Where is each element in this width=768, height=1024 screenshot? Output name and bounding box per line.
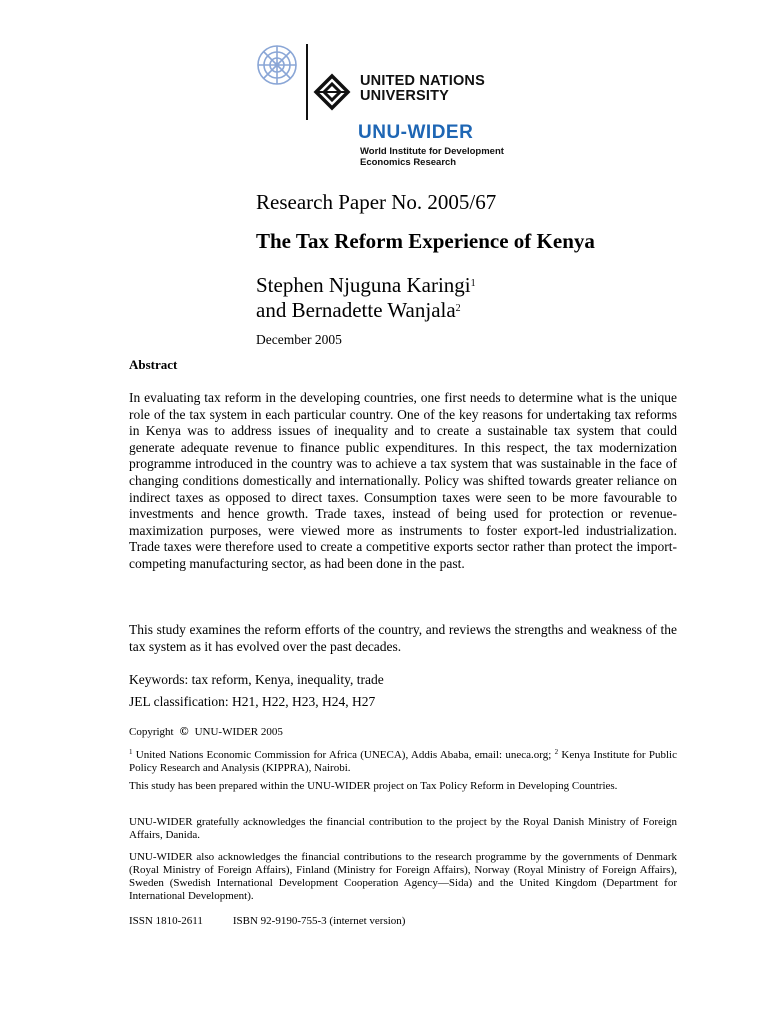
author-2-mark: 2 — [455, 303, 461, 314]
institute-short-name: UNU-WIDER — [358, 122, 474, 143]
copyright-symbol: © — [179, 724, 189, 738]
author-1-name: Stephen Njuguna Karingi — [256, 273, 471, 297]
issn: ISSN 1810-2611 — [129, 915, 203, 927]
abstract-paragraph-1: In evaluating tax reform in the developing countries, one first needs to determine what is the unique role of the tax system in each particular country. One of the key reasons for undertaking tax reforms in Kenya was to address issues of inequality and to create a sustainable tax system that could generate adequate revenue to finance public expenditures. In this respect, the tax modernization programme introduced in the country was to achieve a tax system that was sustainable in the face of changing conditions domestically and internationally. Policy was shifted towards greater reliance on indirect taxes as opposed to direct taxes. Consumption taxes were seen to be more favourable to investments and hence growth. Trade taxes, instead of being used for protection or revenue-maximization purposes, were viewed more as instruments to foster export-led industrialization. Trade taxes were therefore used to create a competitive exports sector rather than protect the import-competing manufacturing sector, as had been done in the past. — [129, 390, 677, 571]
un-emblem-icon — [256, 44, 298, 86]
acknowledgement-1: UNU-WIDER gratefully acknowledges the financial contribution to the project by the Royal Danish Ministry of Foreign Affairs, Danida. — [129, 816, 677, 841]
institute-full-name — [360, 146, 504, 168]
author-affiliations-footnote — [129, 746, 677, 775]
abstract-paragraph-2: This study examines the reform efforts of the country, and reviews the strengths and weakness of the tax system as it has evolved over the past decades. — [129, 622, 677, 654]
author-1-mark: 1 — [470, 278, 476, 289]
copyright-line — [129, 725, 677, 739]
logo-divider — [306, 44, 308, 120]
footnote-text-2: Kenya Institute for Public Policy Research and Analysis (KIPPRA), Nairobi. — [129, 749, 677, 774]
isbn: ISBN 92-9190-755-3 (internet version) — [232, 915, 406, 927]
issn-isbn-line — [129, 915, 677, 928]
footnote-text-1: United Nations Economic Commission for Africa (UNECA), Addis Ababa, email: uneca.org; — [132, 749, 555, 761]
copyright-holder: UNU-WIDER 2005 — [194, 726, 283, 738]
institute-line2: Economics Research — [360, 157, 457, 168]
acknowledgement-2: UNU-WIDER also acknowledges the financial contributions to the research programme by the governments of Denmark (Royal Ministry of Foreign Affairs), Finland (Ministry for Foreign Affairs), Norway (Royal Ministry of Foreign Affairs), Sweden (Swedish International Development Cooperation Agency—Sida) and the United Kingdom (Department for International Development). — [129, 851, 677, 902]
paper-number: Research Paper No. 2005/67 — [256, 190, 497, 214]
footnote-mark-2: 2 — [554, 748, 559, 756]
unu-logo-icon — [312, 72, 352, 112]
org-name-line2: UNIVERSITY — [360, 88, 450, 104]
abstract-heading: Abstract — [129, 357, 178, 372]
footnote-mark-1: 1 — [129, 748, 133, 756]
publication-date: December 2005 — [256, 332, 342, 347]
org-name-line1: UNITED NATIONS — [360, 73, 485, 89]
author-2-name: and Bernadette Wanjala — [256, 298, 456, 322]
author-list — [256, 272, 476, 322]
copyright-label: Copyright — [129, 726, 174, 738]
institute-line1: World Institute for Development — [360, 146, 504, 157]
org-name — [360, 74, 485, 104]
author-2 — [256, 297, 476, 322]
author-1 — [256, 272, 476, 297]
paper-title: The Tax Reform Experience of Kenya — [256, 229, 595, 253]
keywords: Keywords: tax reform, Kenya, inequality, trade — [129, 672, 384, 687]
jel-classification: JEL classification: H21, H22, H23, H24, H27 — [129, 694, 376, 709]
project-note: This study has been prepared within the UNU-WIDER project on Tax Policy Reform in Developing Countries. — [129, 780, 618, 792]
